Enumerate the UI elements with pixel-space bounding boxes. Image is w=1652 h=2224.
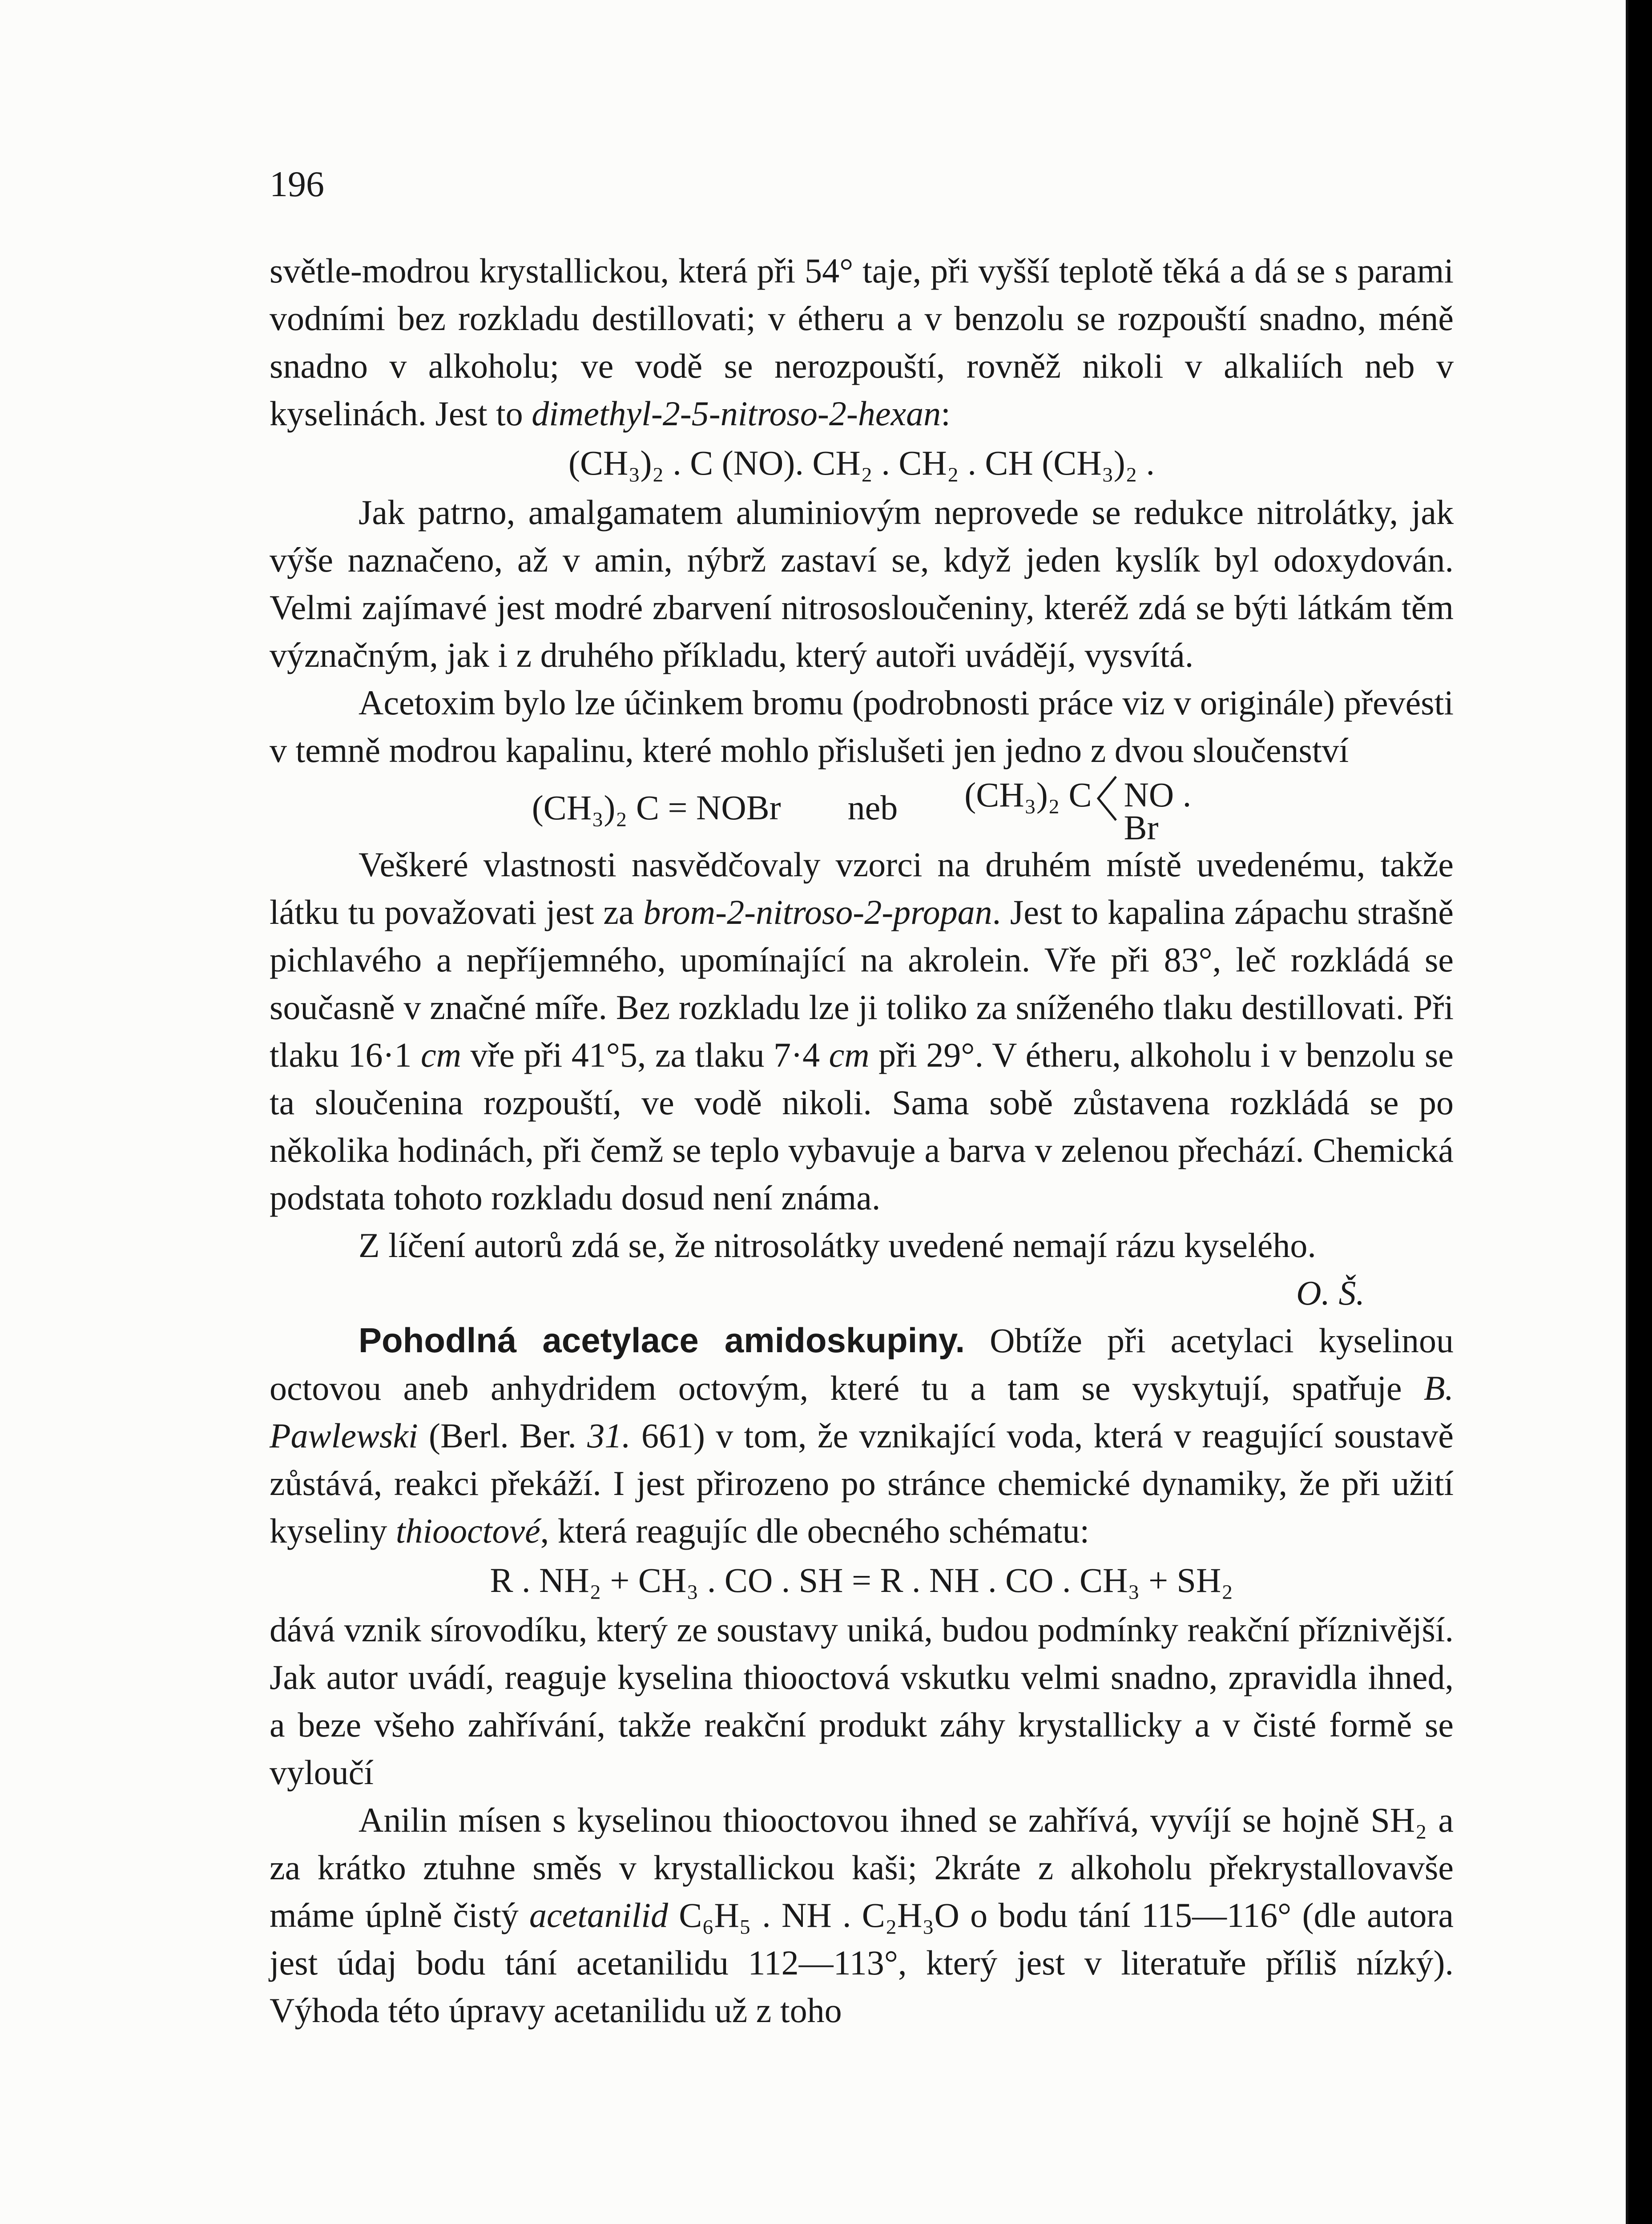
branch-bond-icon bbox=[1096, 774, 1118, 823]
formula-two-alternatives bbox=[270, 774, 1454, 847]
paragraph-acetylation: Pohodlná acetylace amidoskupiny. Obtíže při acetylaci kyselinou octovou aneb anhydridem octovým, které tu a tam se vyskytují, spatřuje B. Pawlewski (Berl. Ber. 31. 661) v tom, že vznikající voda, která v reagující soustavě zůstává, reakci překáží. I jest přirozeno po stránce chemické dynamiky, že při užití kyseliny thiooctové, která reagujíc dle obecného schématu: bbox=[270, 1321, 1454, 1550]
acid-name: thiooctové bbox=[395, 1511, 540, 1550]
compound-name-brom: brom-2-nitroso-2-propan bbox=[643, 893, 992, 931]
compound-name-acetanilid: acetanilid bbox=[529, 1896, 668, 1934]
paragraph-acetoxim: Acetoxim bylo lze účinkem bromu (podrobnosti práce viz v originále) převésti v temně modrou kapalinu, které mohlo přislušeti jen jedno z dvou sloučenství bbox=[270, 683, 1454, 770]
paragraph-amalgam-reduction: Jak patrno, amalgamatem aluminiovým neprovede se redukce nitrolátky, jak výše naznačeno, až v amin, nýbrž zastaví se, když jeden kyslík byl odoxydován. Velmi zajímavé jest modré zbarvení nitrososloučeniny, kteréž zdá se býti látkám těm význačným, jak i z druhého příkladu, který autoři uvádějí, vysvítá. bbox=[270, 493, 1454, 674]
author-name: B. Pawlewski bbox=[270, 1369, 1454, 1455]
formula-alt-left: (CH₃)₂ C = NOBr bbox=[532, 788, 781, 827]
section-heading: Pohodlná acetylace amidoskupiny. bbox=[359, 1321, 965, 1360]
page-number: 196 bbox=[270, 164, 324, 204]
formula-alt-right: (CH₃)₂ C NO Br . bbox=[964, 771, 1191, 844]
paragraph-anilin: Anilin mísen s kyselinou thiooctovou ihned se zahřívá, vyvíjí se hojně SH₂ a za krátko ztuhne směs v krystallickou kaši; 2kráte z alkoholu překrystallovavše máme úplně čistý acetanilid C₆H₅ . NH . C₂H₃O o bodu tání 115—116° (dle autora jest údaj bodu tání acetanilidu 112—113°, který jest v literatuře příliš nízký). Výhoda této úpravy acetanilidu už z toho bbox=[270, 1801, 1454, 2030]
formula-dimethyl-nitroso-hexan: (CH₃)₂ . C (NO). CH₂ . CH₂ . CH (CH₃)₂ . bbox=[568, 443, 1155, 482]
paragraph-brom-nitroso-propan: Veškeré vlastnosti nasvědčovaly vzorci na druhém místě uvedenému, takže látku tu považovati jest za brom-2-nitroso-2-propan. Jest to kapalina zápachu strašně pichlavého a nepříjemného, upomínající na akrolein. Vře při 83°, leč rozkládá se současně v značné míře. Bez rozkladu lze ji toliko za sníženého tlaku destillovati. Při tlaku 16·1 cm vře při 41°5, za tlaku 7·4 cm při 29°. V étheru, alkoholu i v benzolu se ta sloučenina rozpouští, ve vodě nikoli. Sama sobě zůstavena rozkládá se po několika hodinách, při čemž se teplo vybavuje a barva v zelenou přechází. Chemická podstata tohoto rozkladu dosud není známa. bbox=[270, 845, 1454, 1217]
volume-number: 31. bbox=[587, 1416, 631, 1455]
formula-thioacetic-reaction: R . NH₂ + CH₃ . CO . SH = R . NH . CO . CH₃ + SH₂ bbox=[490, 1561, 1233, 1600]
paragraph-conclusion: Z líčení autorů zdá se, že nitrosolátky uvedené nemají rázu kyselého. bbox=[359, 1226, 1316, 1265]
paragraph-hydrogen-sulfide: dává vznik sírovodíku, který ze soustavy uniká, budou podmínky reakční příznivější. Jak autor uvádí, reaguje kyselina thiooctová vskutku velmi snadno, zpravidla ihned, a beze všeho zahřívání, takže reakční produkt záhy krystallicky a v čisté formě se vyloučí bbox=[270, 1610, 1454, 1792]
author-signature: O. Š. bbox=[1296, 1273, 1365, 1312]
paragraph-nitroso-properties: světle-modrou krystallickou, která při 54° taje, při vyšší teplotě těká a dá se s parami vodními bez rozkladu destillovati; v étheru a v benzolu se rozpouští snadno, méně snadno v alkoholu; ve vodě se nerozpouští, rovněž nikoli v alkaliích neb v kyselinách. Jest to dimethyl-2-5-nitroso-2-hexan: bbox=[270, 251, 1454, 433]
formula-conjunction: neb bbox=[847, 788, 898, 827]
compound-name-dimethyl: dimethyl-2-5-nitroso-2-hexan bbox=[532, 394, 941, 433]
text-flow bbox=[270, 247, 1454, 2034]
